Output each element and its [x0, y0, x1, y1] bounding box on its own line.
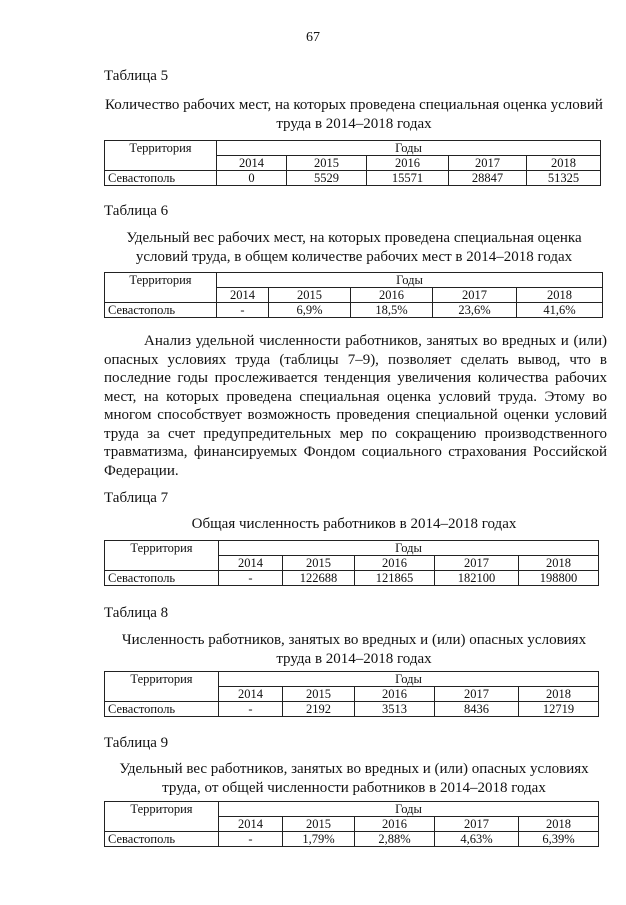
- value-cell: -: [219, 571, 283, 586]
- value-cell: 198800: [519, 571, 599, 586]
- table-6-label: Таблица 6: [104, 203, 169, 219]
- value-cell: 0: [217, 171, 287, 186]
- value-cell: -: [217, 303, 269, 318]
- year-cell: 2016: [355, 556, 435, 571]
- value-cell: 5529: [287, 171, 367, 186]
- value-cell: -: [219, 832, 283, 847]
- years-header: Годы: [217, 273, 603, 288]
- value-cell: 23,6%: [433, 303, 517, 318]
- year-cell: 2014: [217, 156, 287, 171]
- value-cell: 12719: [519, 702, 599, 717]
- table-7-label: Таблица 7: [104, 490, 169, 506]
- value-cell: 4,63%: [435, 832, 519, 847]
- value-cell: 6,39%: [519, 832, 599, 847]
- territory-header: Территория: [105, 141, 217, 171]
- territory-header: Территория: [105, 273, 217, 303]
- years-header: Годы: [219, 541, 599, 556]
- year-cell: 2015: [283, 817, 355, 832]
- territory-cell: Севастополь: [105, 832, 219, 847]
- year-cell: 2015: [283, 687, 355, 702]
- territory-cell: Севастополь: [105, 171, 217, 186]
- year-cell: 2017: [435, 687, 519, 702]
- table-5: [104, 140, 601, 186]
- value-cell: 122688: [283, 571, 355, 586]
- year-cell: 2016: [351, 288, 433, 303]
- year-cell: 2014: [217, 288, 269, 303]
- value-cell: 3513: [355, 702, 435, 717]
- table-8-label: Таблица 8: [104, 605, 169, 621]
- value-cell: 1,79%: [283, 832, 355, 847]
- analysis-paragraph: [104, 332, 607, 480]
- table-9-label: Таблица 9: [104, 735, 169, 751]
- year-cell: 2017: [435, 817, 519, 832]
- table-5-label: Таблица 5: [104, 68, 169, 84]
- years-header: Годы: [219, 802, 599, 817]
- value-cell: 51325: [527, 171, 601, 186]
- territory-header: Территория: [105, 802, 219, 832]
- value-cell: 2,88%: [355, 832, 435, 847]
- territory-header: Территория: [105, 672, 219, 702]
- year-cell: 2015: [283, 556, 355, 571]
- year-cell: 2016: [355, 687, 435, 702]
- table-9-title: Удельный вес работников, занятых во вредных и (или) опасных условиях труда, от общей численности работников в 2014–2018 годах: [119, 761, 589, 796]
- value-cell: 182100: [435, 571, 519, 586]
- table-6-title: Удельный вес рабочих мест, на которых проведена специальная оценка условий труда, в общем количестве рабочих мест в 2014–2018 годах: [126, 230, 582, 265]
- year-cell: 2017: [433, 288, 517, 303]
- territory-cell: Севастополь: [105, 571, 219, 586]
- territory-header: Территория: [105, 541, 219, 571]
- year-cell: 2017: [435, 556, 519, 571]
- value-cell: 121865: [355, 571, 435, 586]
- value-cell: 6,9%: [269, 303, 351, 318]
- table-7: [104, 540, 599, 586]
- table-9: [104, 801, 599, 847]
- year-cell: 2018: [519, 556, 599, 571]
- table-8-title: Численность работников, занятых во вредных и (или) опасных условиях труда в 2014–2018 годах: [121, 632, 587, 667]
- value-cell: 15571: [367, 171, 449, 186]
- territory-cell: Севастополь: [105, 303, 217, 318]
- years-header: Годы: [217, 141, 601, 156]
- year-cell: 2016: [355, 817, 435, 832]
- years-header: Годы: [219, 672, 599, 687]
- year-cell: 2014: [219, 687, 283, 702]
- year-cell: 2018: [519, 817, 599, 832]
- year-cell: 2018: [517, 288, 603, 303]
- territory-cell: Севастополь: [105, 702, 219, 717]
- analysis-text: Анализ удельной численности работников, занятых во вредных и (или) опасных условиях труда (таблицы 7–9), позволяет сделать вывод, что в последние годы прослеживается тенденция увеличения количества рабочих мест, на которых проведена специальная оценка условий труда. Этому во многом способствует возможность проведения специальной оценки условий труда за счет предупредительных мер по сокращению производственного травматизма, финансируемых Фондом социального страхования Российской Федерации.: [104, 333, 607, 479]
- year-cell: 2015: [287, 156, 367, 171]
- year-cell: 2018: [527, 156, 601, 171]
- table-5-title: Количество рабочих мест, на которых проведена специальная оценка условий труда в 2014–2018 годах: [105, 97, 603, 132]
- value-cell: 8436: [435, 702, 519, 717]
- table-8: [104, 671, 599, 717]
- value-cell: 41,6%: [517, 303, 603, 318]
- year-cell: 2014: [219, 556, 283, 571]
- table-7-title: Общая численность работников в 2014–2018 годах: [191, 516, 517, 532]
- year-cell: 2017: [449, 156, 527, 171]
- year-cell: 2018: [519, 687, 599, 702]
- value-cell: 28847: [449, 171, 527, 186]
- value-cell: -: [219, 702, 283, 717]
- value-cell: 18,5%: [351, 303, 433, 318]
- value-cell: 2192: [283, 702, 355, 717]
- year-cell: 2015: [269, 288, 351, 303]
- year-cell: 2014: [219, 817, 283, 832]
- year-cell: 2016: [367, 156, 449, 171]
- page-number: 67: [306, 30, 320, 45]
- table-6: [104, 272, 603, 318]
